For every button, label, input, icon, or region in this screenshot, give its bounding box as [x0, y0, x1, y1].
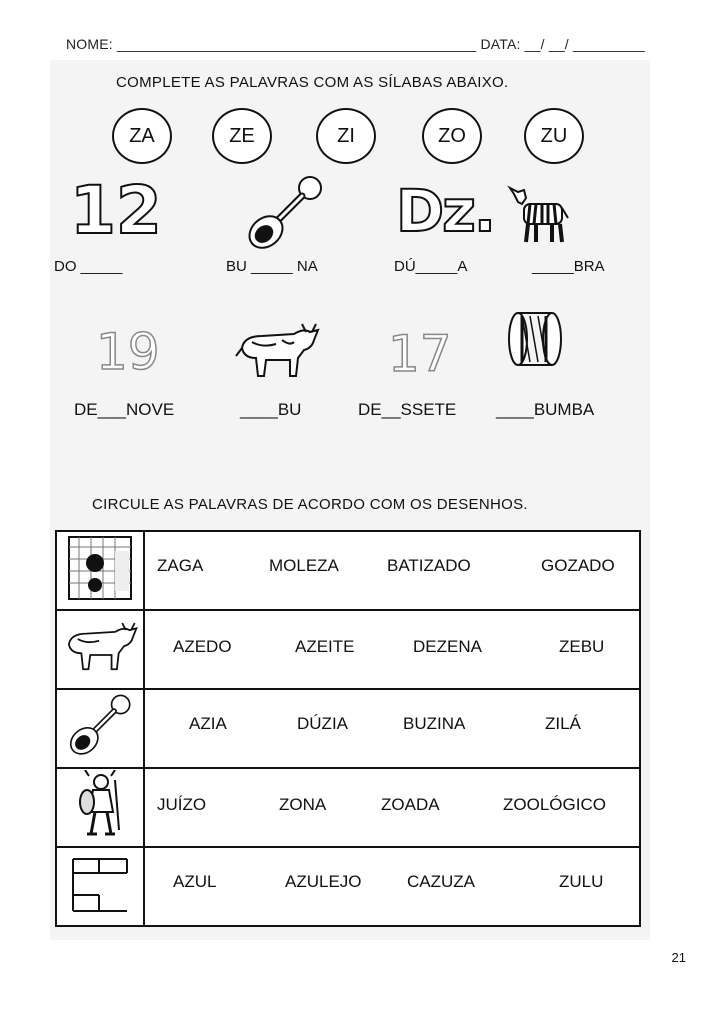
syllable-circle: ZU	[524, 108, 584, 164]
word-option[interactable]: DÚZIA	[297, 714, 348, 733]
number-nineteen-image: 19	[96, 323, 160, 381]
tile-wall-icon	[65, 851, 135, 917]
word-option[interactable]: BUZINA	[403, 714, 466, 733]
word-option[interactable]: DEZENA	[413, 637, 482, 656]
syllable-circle: ZA	[112, 108, 172, 164]
zebu-ox-icon	[232, 318, 322, 384]
image-cell	[56, 768, 144, 847]
word-option[interactable]: AZIA	[189, 714, 227, 733]
fill-word: DE__SSETE	[358, 400, 457, 419]
section2-title: CIRCULE AS PALAVRAS DE ACORDO COM OS DESENHOS.	[92, 496, 528, 513]
word-option[interactable]: CAZUZA	[407, 872, 475, 891]
syllable-circle: ZO	[422, 108, 482, 164]
drum-icon	[506, 308, 566, 370]
table-row	[56, 847, 640, 926]
fill-word: ____BUMBA	[496, 400, 595, 419]
options-cell	[144, 689, 640, 768]
syllable-circle: ZE	[212, 108, 272, 164]
options-cell	[144, 768, 640, 847]
word-circle-table	[55, 530, 641, 927]
table-row	[56, 689, 640, 768]
options-cell	[144, 610, 640, 689]
word-option[interactable]: ZONA	[279, 795, 327, 814]
word-option[interactable]: ZILÁ	[545, 714, 581, 733]
section1-title: COMPLETE AS PALAVRAS COM AS SÍLABAS ABAIXO.	[116, 74, 509, 91]
word-option[interactable]: GOZADO	[541, 556, 615, 575]
fill-word: BU _____ NA	[226, 258, 318, 275]
zebu-ox-icon	[60, 617, 140, 677]
table-row	[56, 610, 640, 689]
table-row	[56, 768, 640, 847]
fill-word: DÚ_____A	[394, 258, 468, 275]
image-cell	[56, 610, 144, 689]
word-option[interactable]: AZEITE	[295, 637, 355, 656]
image-cell	[56, 689, 144, 768]
fill-word: _____BRA	[532, 258, 605, 275]
word-option[interactable]: BATIZADO	[387, 556, 471, 575]
number-twelve-image: 12	[70, 172, 162, 249]
page-number: 21	[671, 950, 686, 965]
word-option[interactable]: ZAGA	[157, 556, 204, 575]
syllable-circle: ZI	[316, 108, 376, 164]
soccer-goal-icon	[65, 533, 135, 603]
table-row	[56, 531, 640, 610]
word-option[interactable]: ZOADA	[381, 795, 440, 814]
word-option[interactable]: AZULEJO	[285, 872, 362, 891]
fill-word: ____BU	[240, 400, 302, 419]
zulu-warrior-icon	[75, 770, 125, 840]
options-cell	[144, 847, 640, 926]
image-cell	[56, 847, 144, 926]
zebra-icon	[506, 184, 570, 250]
horn-buzzer-icon	[244, 174, 326, 254]
fill-word: DO _____	[54, 258, 123, 275]
horn-buzzer-icon	[64, 693, 136, 759]
word-option[interactable]: AZUL	[173, 872, 217, 891]
word-option[interactable]: ZOOLÓGICO	[503, 795, 606, 814]
word-option[interactable]: AZEDO	[173, 637, 232, 656]
dz-abbreviation-image: Dz.	[396, 177, 494, 245]
word-option[interactable]: ZULU	[559, 872, 604, 891]
word-option[interactable]: JUÍZO	[157, 795, 207, 814]
image-cell	[56, 531, 144, 610]
fill-word: DE___NOVE	[74, 400, 175, 419]
number-seventeen-image: 17	[388, 325, 452, 383]
name-date-header: NOME: _____________________________________________ DATA: __/ __/ _________	[66, 36, 645, 52]
word-option[interactable]: MOLEZA	[269, 556, 339, 575]
options-cell	[144, 531, 640, 610]
word-option[interactable]: ZEBU	[559, 637, 605, 656]
